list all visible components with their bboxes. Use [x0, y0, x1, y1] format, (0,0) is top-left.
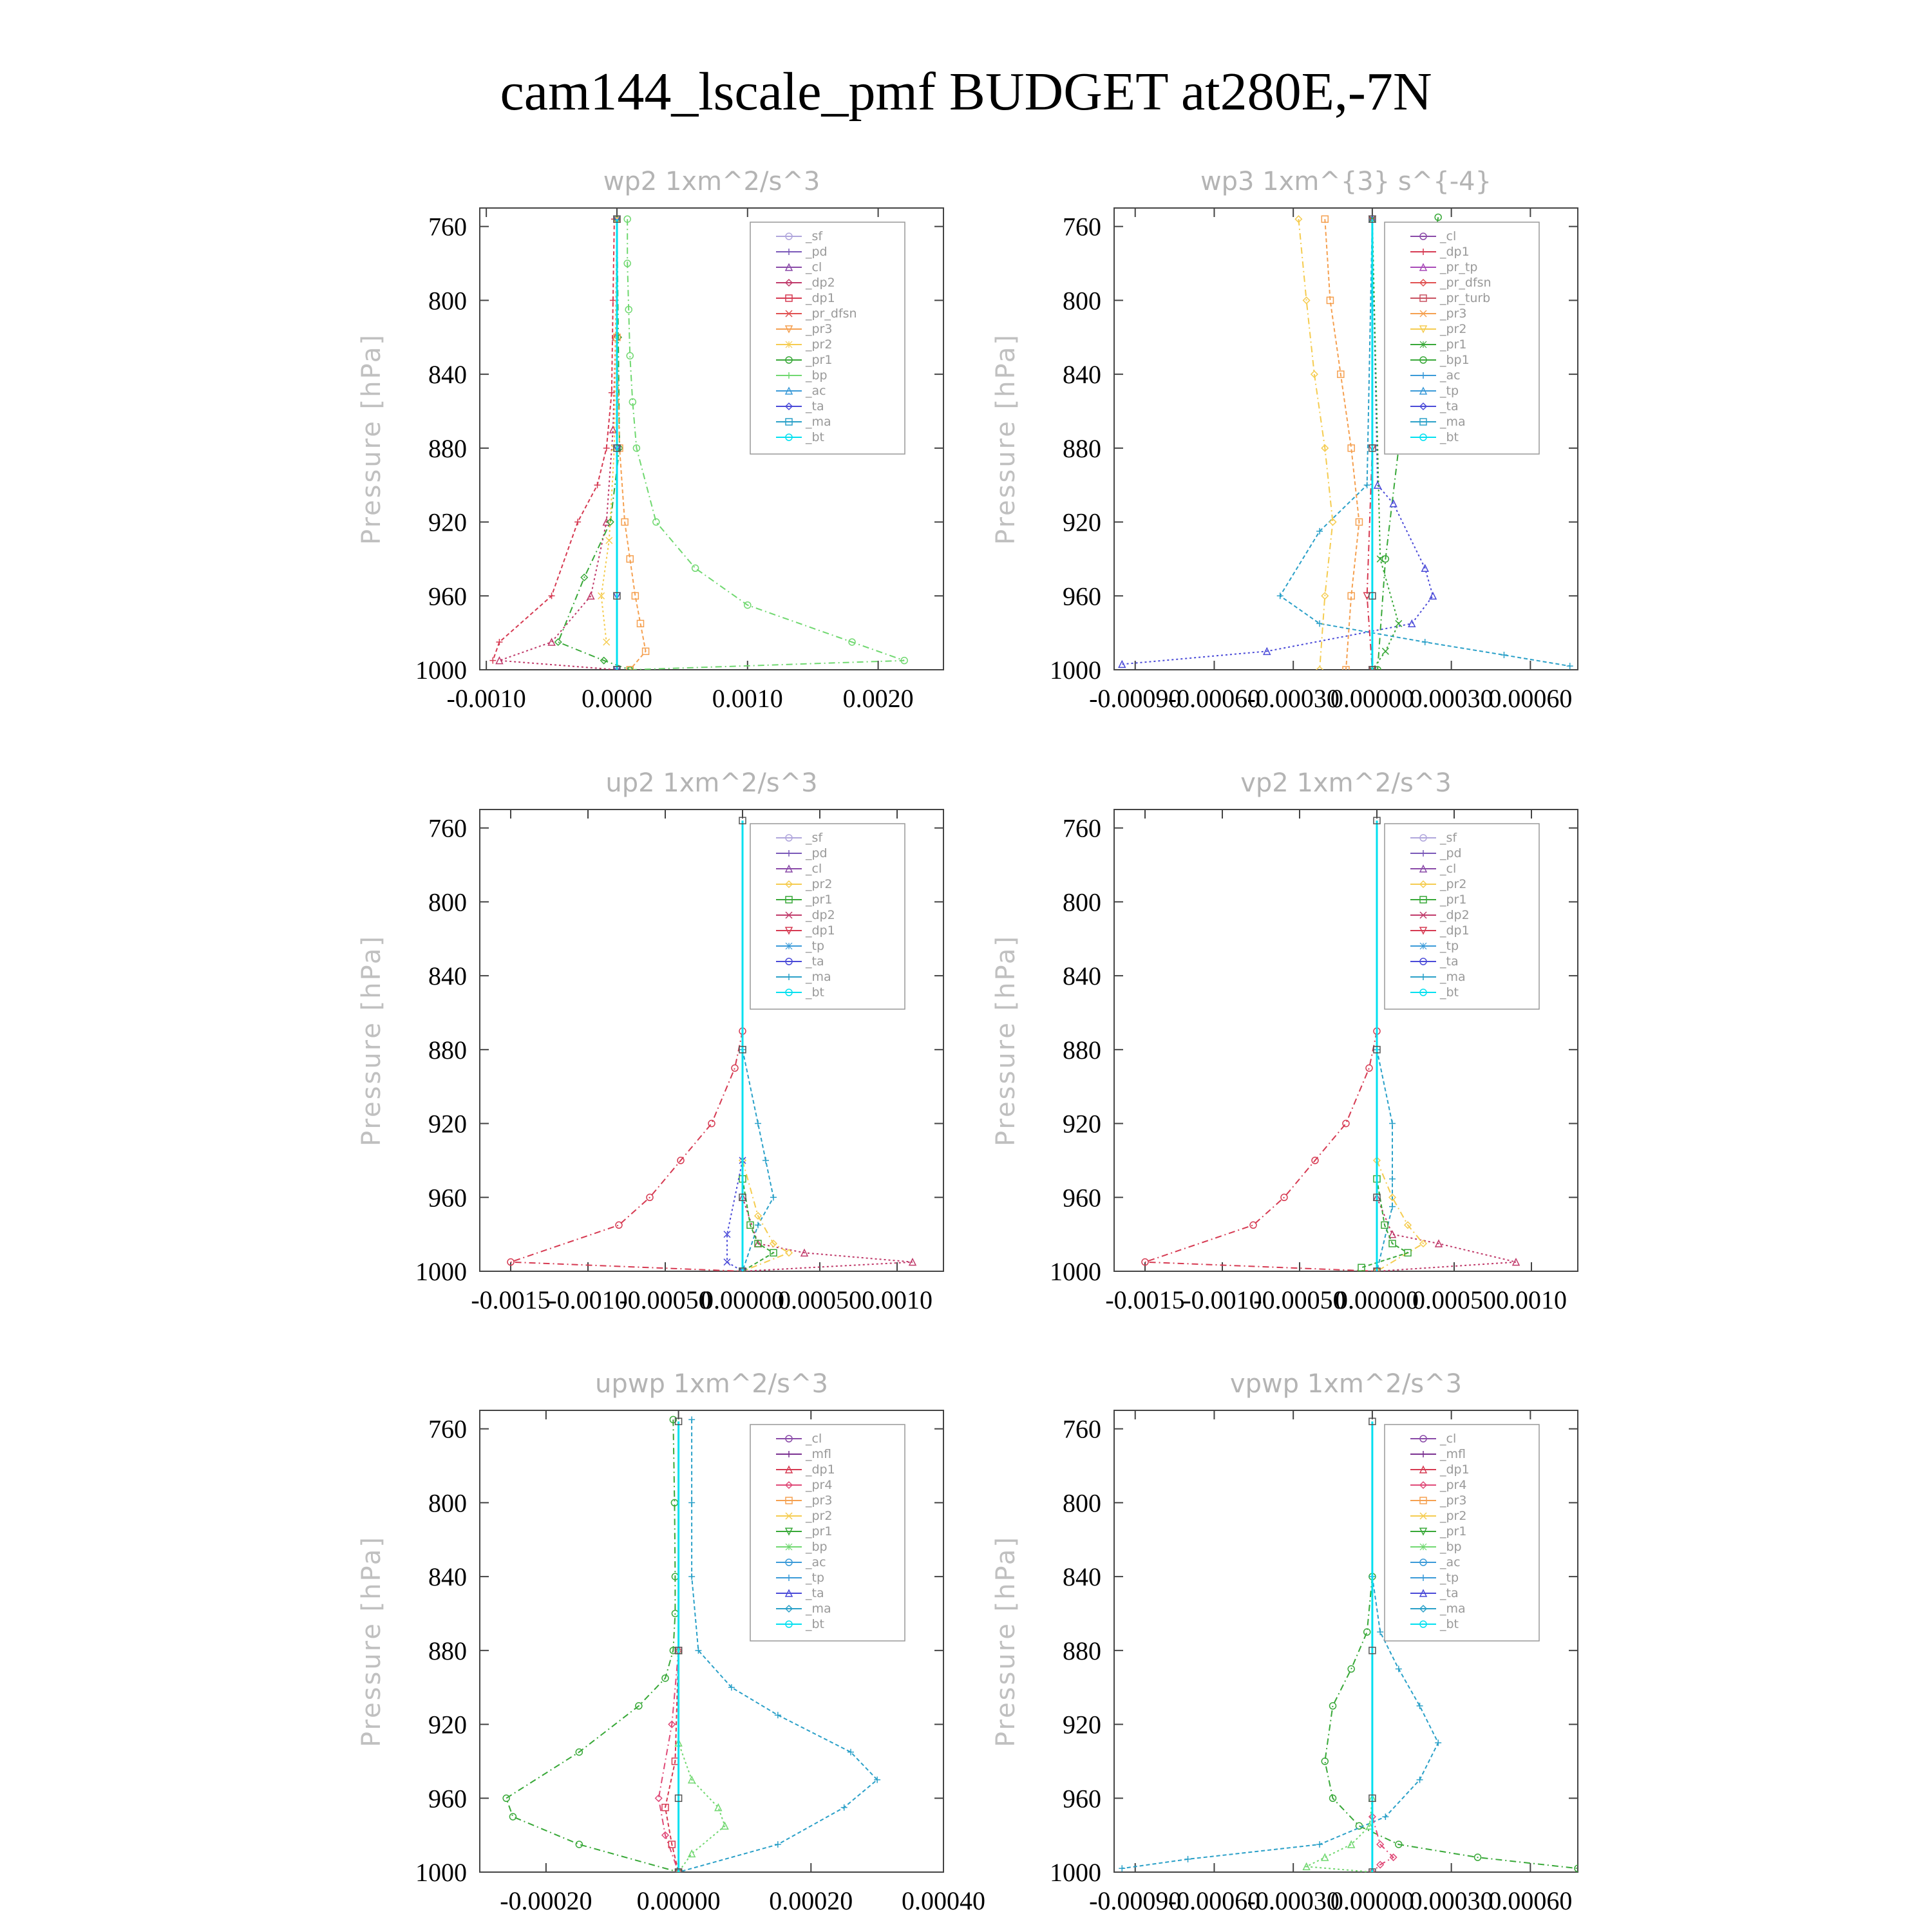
data-point: [574, 519, 581, 526]
panel-title: wp2 1xm^2/s^3: [603, 167, 820, 196]
legend-marker: [786, 341, 792, 348]
legend-label: _dp1: [1440, 245, 1470, 259]
data-point: [603, 445, 610, 451]
x-tick-label: 0.00000: [636, 1886, 721, 1915]
data-point: [770, 1194, 777, 1200]
y-axis-label: Pressure [hPa]: [991, 333, 1021, 545]
data-point: [1358, 1264, 1365, 1271]
legend-label: _pr2: [806, 1509, 833, 1523]
data-point: [1364, 482, 1370, 488]
x-tick-label: 0.00000: [701, 1285, 784, 1314]
legend-label: _ma: [1440, 1602, 1466, 1616]
series-line: [499, 219, 617, 670]
y-tick-label: 840: [1063, 961, 1101, 991]
y-tick-label: 880: [1063, 433, 1101, 463]
data-point: [1321, 1854, 1328, 1861]
data-point: [755, 1222, 761, 1228]
panel-title: wp3 1xm^{3} s^{-4}: [1200, 167, 1492, 196]
chart-panel-5: [357, 1369, 985, 1915]
series-dp1: [507, 1028, 746, 1274]
y-tick-label: 920: [1063, 507, 1101, 537]
x-tick-label: 0.0020: [842, 684, 914, 713]
legend-label: _pd: [1440, 846, 1462, 860]
legend-label: _ta: [806, 399, 824, 413]
y-axis-label: Pressure [hPa]: [991, 1535, 1021, 1747]
data-point: [549, 592, 555, 599]
x-tick-label: 0.00020: [769, 1886, 853, 1915]
data-point: [708, 1121, 715, 1127]
legend-label: _cl: [1440, 1432, 1457, 1446]
legend-label: _ta: [1440, 954, 1459, 969]
legend-label: _ma: [806, 1602, 831, 1616]
panel-title: vpwp 1xm^2/s^3: [1229, 1369, 1463, 1399]
series-bt: [1374, 817, 1380, 1274]
x-tick-label: 0.00000: [1330, 684, 1414, 713]
y-tick-label: 800: [428, 286, 467, 316]
y-tick-label: 840: [1063, 1562, 1101, 1592]
legend-label: _pr1: [806, 353, 833, 367]
x-tick-label: 0.00000: [1335, 1285, 1419, 1314]
y-tick-label: 920: [1063, 1710, 1101, 1739]
data-point: [1389, 1204, 1396, 1210]
series-line: [743, 1197, 913, 1271]
legend-label: _dp2: [806, 276, 835, 290]
x-tick-label: -0.00030: [1247, 684, 1340, 713]
series-line: [679, 1651, 725, 1872]
data-point: [1501, 652, 1507, 658]
panel-title: up2 1xm^2/s^3: [605, 768, 818, 798]
series-line: [1361, 1179, 1408, 1268]
series-line: [1307, 1798, 1372, 1872]
series-line: [511, 1031, 743, 1271]
x-tick-label: 0.00000: [1330, 1886, 1414, 1915]
y-tick-label: 1000: [415, 1257, 467, 1286]
legend-label: _pr3: [806, 322, 833, 336]
x-tick-label: -0.0010: [446, 684, 526, 713]
y-tick-label: 800: [428, 887, 467, 917]
y-tick-label: 960: [1063, 1183, 1101, 1213]
legend-label: _cl: [1440, 862, 1457, 876]
data-point: [775, 1841, 781, 1848]
legend-label: _pr_turb: [1440, 291, 1491, 305]
data-point: [1250, 1222, 1256, 1228]
chart-panel-3: [357, 768, 943, 1314]
data-point: [627, 352, 633, 359]
legend-label: _bp: [1440, 1540, 1462, 1554]
legend-label: _pr2: [806, 877, 833, 891]
y-tick-label: 800: [1063, 286, 1101, 316]
x-tick-label: -0.0015: [471, 1285, 551, 1314]
data-point: [692, 565, 699, 571]
y-tick-label: 840: [428, 360, 467, 390]
legend-label: _pr3: [1440, 307, 1467, 321]
x-tick-label: 0.0010: [1496, 1285, 1567, 1314]
legend: [1385, 824, 1539, 1009]
data-point: [489, 658, 496, 664]
legend-label: _dp1: [806, 291, 835, 305]
y-tick-label: 880: [1063, 1035, 1101, 1065]
data-point: [1396, 1666, 1402, 1672]
y-tick-label: 960: [1063, 1784, 1101, 1814]
legend-label: _ac: [806, 1555, 826, 1569]
legend-label: _bp: [806, 1540, 828, 1554]
y-tick-label: 760: [1063, 1414, 1101, 1444]
x-tick-label: -0.00060: [1168, 1886, 1261, 1915]
x-tick-label: 0.0010: [862, 1285, 933, 1314]
legend-label: _pr1: [1440, 1524, 1467, 1539]
y-tick-label: 960: [428, 582, 467, 611]
legend-marker: [1420, 943, 1426, 949]
legend-label: _pr_tp: [1440, 260, 1478, 274]
legend: [750, 824, 905, 1009]
data-point: [549, 639, 555, 645]
data-point: [1567, 663, 1573, 669]
legend-label: _tp: [806, 1571, 825, 1585]
legend-label: _ta: [1440, 399, 1459, 413]
legend-label: _pr3: [806, 1493, 833, 1508]
y-tick-label: 760: [428, 212, 467, 242]
legend-label: _bt: [1440, 430, 1459, 444]
panel-title: upwp 1xm^2/s^3: [595, 1369, 828, 1399]
data-point: [1389, 1121, 1396, 1127]
data-point: [1377, 1629, 1383, 1635]
data-point: [616, 1222, 622, 1228]
y-tick-label: 760: [1063, 813, 1101, 843]
legend-label: _bt: [1440, 985, 1459, 999]
legend-label: _dp1: [1440, 923, 1470, 938]
legend-label: _pr2: [1440, 877, 1467, 891]
data-point: [1430, 592, 1436, 599]
legend-label: _ac: [1440, 368, 1461, 383]
legend-label: _pd: [806, 846, 828, 860]
series-bt: [739, 817, 746, 1274]
legend-label: _ma: [806, 970, 831, 984]
legend-label: _bt: [806, 430, 825, 444]
data-point: [1408, 620, 1415, 627]
y-tick-label: 840: [428, 1562, 467, 1592]
data-point: [715, 1804, 721, 1811]
series-pr1: [503, 1416, 681, 1875]
legend-label: _tp: [1440, 384, 1459, 398]
legend-label: _bt: [1440, 1617, 1459, 1631]
legend-label: _ac: [1440, 1555, 1461, 1569]
legend-label: _pr3: [1440, 1493, 1467, 1508]
legend-label: _dp1: [806, 1463, 835, 1477]
y-axis-label: Pressure [hPa]: [357, 1535, 386, 1747]
legend-label: _mfl: [806, 1447, 831, 1461]
legend-label: _ma: [806, 415, 831, 429]
x-tick-label: -0.00090: [1089, 1886, 1182, 1915]
y-tick-label: 800: [428, 1488, 467, 1518]
data-point: [1366, 1065, 1372, 1072]
y-tick-label: 880: [428, 1035, 467, 1065]
series-line: [727, 1160, 743, 1271]
legend-label: _ac: [806, 384, 826, 398]
legend-label: _pr2: [806, 337, 833, 352]
legend-label: _cl: [806, 862, 822, 876]
legend-label: _pr4: [1440, 1478, 1467, 1492]
data-point: [1435, 1739, 1441, 1746]
legend-label: _ta: [806, 1586, 824, 1600]
legend-label: _ta: [1440, 1586, 1459, 1600]
data-point: [688, 1850, 695, 1857]
y-tick-label: 1000: [415, 1858, 467, 1887]
x-tick-label: -0.00050: [619, 1285, 712, 1314]
panel-title: vp2 1xm^2/s^3: [1240, 768, 1452, 798]
legend: [750, 1425, 905, 1641]
data-point: [610, 297, 616, 303]
chart-panel-4: [991, 768, 1578, 1314]
x-tick-label: 0.0010: [712, 684, 783, 713]
data-point: [1417, 1703, 1423, 1709]
data-point: [606, 537, 612, 544]
data-point: [1119, 1865, 1125, 1871]
y-tick-label: 880: [428, 433, 467, 463]
data-point: [1185, 1856, 1191, 1862]
panels: [357, 167, 1581, 1915]
series-line: [506, 1419, 679, 1872]
data-point: [594, 482, 601, 488]
y-tick-label: 840: [1063, 360, 1101, 390]
y-tick-label: 760: [428, 1414, 467, 1444]
data-point: [841, 1804, 848, 1811]
legend: [1385, 1425, 1539, 1641]
legend-label: _pd: [806, 245, 828, 259]
legend-label: _sf: [1440, 831, 1457, 845]
legend-marker: [1420, 341, 1426, 348]
y-tick-label: 960: [428, 1183, 467, 1213]
figure-title: cam144_lscale_pmf BUDGET at280E,-7N: [500, 62, 1432, 122]
data-point: [555, 639, 562, 645]
legend-label: _bt: [806, 1617, 825, 1631]
legend-label: _tp: [1440, 939, 1459, 953]
y-tick-label: 800: [1063, 887, 1101, 917]
legend-label: _cl: [1440, 229, 1457, 243]
legend-label: _ma: [1440, 970, 1466, 984]
x-tick-label: -0.00020: [500, 1886, 592, 1915]
data-point: [688, 1416, 695, 1423]
legend-label: _cl: [806, 1432, 822, 1446]
y-tick-label: 1000: [1050, 1257, 1101, 1286]
chart-panel-1: [357, 167, 943, 713]
legend-label: _dp2: [806, 908, 835, 922]
y-axis-label: Pressure [hPa]: [991, 934, 1021, 1146]
y-tick-label: 1000: [415, 656, 467, 685]
series-line: [1377, 1197, 1516, 1271]
data-point: [732, 1065, 738, 1072]
series-pr3: [1321, 216, 1362, 673]
y-tick-label: 880: [428, 1636, 467, 1665]
data-point: [1389, 1176, 1396, 1182]
series-bp: [676, 1647, 728, 1875]
series-dp1: [1142, 1028, 1380, 1274]
x-tick-label: -0.00090: [1089, 684, 1182, 713]
data-point: [775, 1712, 781, 1718]
legend-label: _ta: [806, 954, 824, 969]
x-tick-label: -0.00060: [1168, 684, 1261, 713]
series-line: [493, 219, 614, 660]
legend-label: _mfl: [1440, 1447, 1466, 1461]
data-point: [688, 1499, 695, 1506]
series-line: [1145, 1031, 1377, 1271]
x-tick-label: -0.0010: [1182, 1285, 1262, 1314]
legend-marker: [786, 1544, 792, 1550]
legend-label: _dp2: [1440, 908, 1470, 922]
data-point: [1396, 620, 1402, 627]
series-dp2: [496, 216, 620, 673]
legend-marker: [1420, 1544, 1426, 1550]
series-line: [743, 1160, 789, 1271]
legend-label: _ma: [1440, 415, 1466, 429]
x-tick-label: 0.00030: [1409, 1886, 1493, 1915]
legend-label: _pr_dfsn: [806, 307, 857, 321]
x-tick-label: 0.00060: [1488, 684, 1573, 713]
data-point: [1382, 1814, 1388, 1820]
y-tick-label: 840: [428, 961, 467, 991]
data-point: [1382, 648, 1388, 654]
series-pr2: [1374, 1157, 1426, 1274]
y-axis-label: Pressure [hPa]: [357, 934, 386, 1146]
legend-label: _sf: [806, 831, 823, 845]
legend-marker: [786, 943, 792, 949]
y-tick-label: 920: [428, 1710, 467, 1739]
legend: [750, 222, 905, 454]
legend-label: _tp: [1440, 1571, 1459, 1585]
legend: [1385, 222, 1539, 454]
y-tick-label: 1000: [1050, 656, 1101, 685]
x-tick-label: -0.0015: [1105, 1285, 1185, 1314]
x-tick-label: 0.00060: [1488, 1886, 1573, 1915]
legend-label: _pr_dfsn: [1440, 276, 1492, 290]
y-tick-label: 800: [1063, 1488, 1101, 1518]
data-point: [1316, 1841, 1323, 1848]
legend-label: _pr2: [1440, 1509, 1467, 1523]
series-bt: [676, 1418, 682, 1875]
data-point: [755, 1121, 761, 1127]
x-tick-label: -0.00030: [1247, 1886, 1340, 1915]
legend-label: _pr1: [806, 893, 833, 907]
data-point: [1513, 1259, 1519, 1265]
legend-label: _pr1: [1440, 893, 1467, 907]
data-point: [762, 1157, 769, 1164]
x-tick-label: -0.00050: [1253, 1285, 1346, 1314]
data-point: [1330, 1703, 1336, 1709]
chart-panel-6: [991, 1369, 1581, 1915]
legend-label: _dp1: [806, 923, 835, 938]
legend-label: _tp: [806, 939, 825, 953]
legend-label: _pr2: [1440, 322, 1467, 336]
legend-label: _sf: [806, 229, 823, 243]
y-tick-label: 960: [1063, 582, 1101, 611]
data-point: [1119, 661, 1125, 667]
series-bt: [614, 216, 620, 673]
data-point: [1343, 1121, 1349, 1127]
legend-label: _bp1: [1440, 353, 1470, 367]
series-bp: [1303, 1795, 1376, 1875]
chart-panel-2: [991, 167, 1578, 713]
y-tick-label: 920: [428, 507, 467, 537]
series-pr1: [1358, 1176, 1411, 1271]
legend-label: _bt: [806, 985, 825, 999]
x-tick-label: 0.00030: [1409, 684, 1493, 713]
series-bt: [1369, 216, 1376, 673]
legend-label: _pr4: [806, 1478, 833, 1492]
x-tick-label: 0.00050: [778, 1285, 862, 1314]
data-point: [603, 639, 610, 645]
legend-label: _dp1: [1440, 1463, 1470, 1477]
series-bt: [1369, 1418, 1376, 1875]
x-tick-label: 0.0000: [581, 684, 652, 713]
y-tick-label: 880: [1063, 1636, 1101, 1665]
legend-label: _pr1: [806, 1524, 833, 1539]
data-point: [1422, 639, 1428, 645]
series-pr2: [1295, 216, 1336, 673]
series-line: [1298, 219, 1332, 670]
y-tick-label: 760: [428, 813, 467, 843]
legend-label: _bp: [806, 368, 828, 383]
y-tick-label: 960: [428, 1784, 467, 1814]
series-dp1: [489, 216, 618, 663]
y-tick-label: 920: [1063, 1109, 1101, 1139]
y-axis-label: Pressure [hPa]: [357, 333, 386, 545]
legend-label: _pr1: [1440, 337, 1467, 352]
data-point: [1321, 1758, 1328, 1765]
data-point: [1277, 592, 1283, 599]
data-point: [688, 1573, 695, 1580]
legend-label: _cl: [806, 260, 822, 274]
x-tick-label: 0.00040: [902, 1886, 985, 1915]
data-point: [509, 1814, 516, 1820]
x-tick-label: -0.0010: [548, 1285, 628, 1314]
y-tick-label: 920: [428, 1109, 467, 1139]
x-tick-label: 0.00050: [1412, 1285, 1496, 1314]
y-tick-label: 760: [1063, 212, 1101, 242]
y-tick-label: 1000: [1050, 1858, 1101, 1887]
